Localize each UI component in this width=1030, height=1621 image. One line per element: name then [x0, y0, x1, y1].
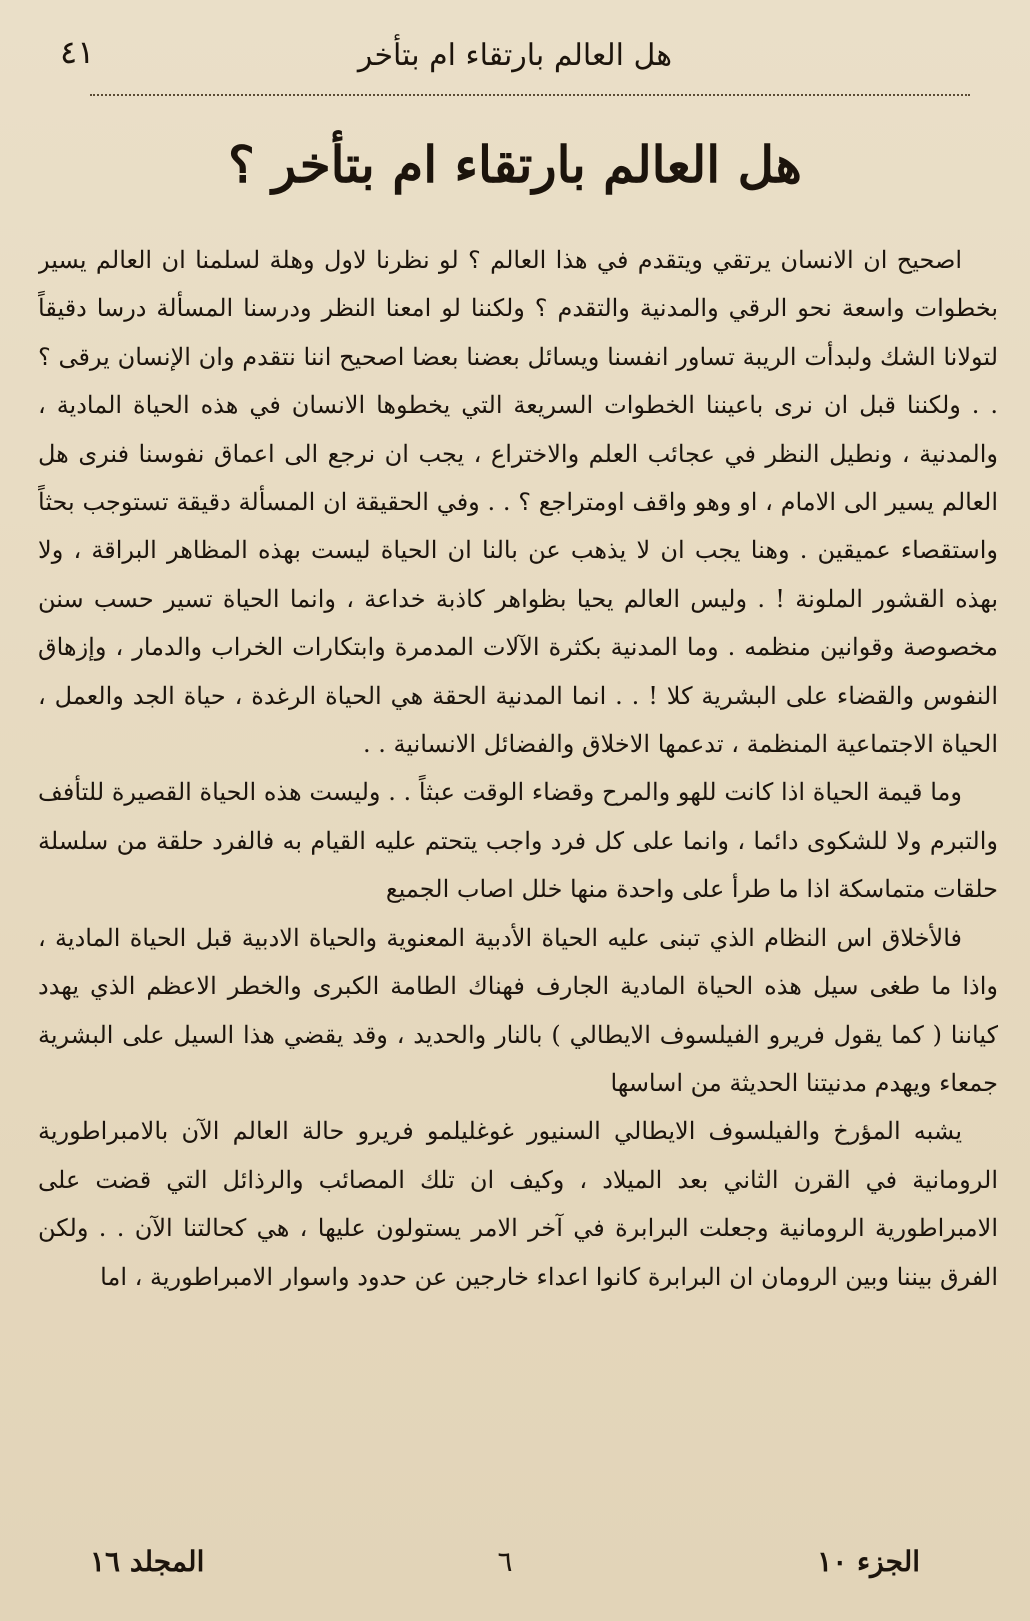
article-body	[38, 236, 998, 1536]
footer-page: ٦	[497, 1545, 513, 1578]
running-header	[40, 28, 990, 88]
paragraph: اصحيح ان الانسان يرتقي ويتقدم في هذا العالم ؟ لو نظرنا لاول وهلة لسلمنا ان العالم يسير بخطوات واسعة نحو الرقي والمدنية والتقدم ؟ ولكننا لو امعنا النظر ودرسنا المسألة درسا دقيقاً لتولانا الشك ولبدأت الريبة تساور انفسنا ويسائل بعضنا بعضا اصحيح اننا نتقدم وان الإنسان يرقى ؟ . . ولكننا قبل ان نرى باعيننا الخطوات السريعة التي يخطوها الانسان في هذه الحياة المادية ، والمدنية ، ونطيل النظر في عجائب العلم والاختراع ، يجب ان نرجع الى اعماق نفوسنا فنرى هل العالم يسير الى الامام ، او وهو واقف اومتراجع ؟ . . وفي الحقيقة ان المسألة دقيقة تستوجب بحثاً واستقصاء عميقين . وهنا يجب ان لا يذهب عن بالنا ان الحياة ليست بهذه المظاهر البراقة ، ولا بهذه القشور الملونة ! . وليس العالم يحيا بظواهر كاذبة خداعة ، وانما الحياة تسير حسب سنن مخصوصة وقوانين منظمه . وما المدنية بكثرة الآلات المدمرة وابتكارات الخراب والدمار ، وإزهاق النفوس والقضاء على البشرية كلا ! . . انما المدنية الحقة هي الحياة الرغدة ، حياة الجد والعمل ، الحياة الاجتماعية المنظمة ، تدعمها الاخلاق والفضائل الانسانية . .	[38, 246, 998, 759]
footer-part: الجزء ١٠	[817, 1545, 920, 1578]
running-header-title: هل العالم بارتقاء ام بتأخر	[357, 38, 673, 73]
article-title: هل العالم بارتقاء ام بتأخر ؟	[228, 135, 802, 194]
footer-volume: المجلد ١٦	[90, 1545, 205, 1578]
page-footer	[90, 1540, 920, 1590]
paragraph: وما قيمة الحياة اذا كانت للهو والمرح وقضاء الوقت عبثاً . . وليست هذه الحياة القصيرة للتأفف والتبرم ولا للشكوى دائما ، وانما على كل فرد واجب يتحتم عليه القيام به فالفرد حلقة من سلسلة حلقات متماسكة اذا ما طرأ على واحدة منها خلل اصاب الجميع	[38, 778, 998, 904]
paragraph: يشبه المؤرخ والفيلسوف الايطالي السنيور غوغليلمو فريرو حالة العالم الآن بالامبراطورية الرومانية في القرن الثاني بعد الميلاد ، وكيف ان تلك المصائب والرذائل التي قضت على الامبراطورية الرومانية وجعلت البرابرة في آخر الامر يستولون عليها ، هي كحالتنا الآن . . ولكن الفرق بيننا وبين الرومان ان البرابرة كانوا اعداء خارجين عن حدود واسوار الامبراطورية ، اما	[38, 1117, 998, 1291]
paragraph: فالأخلاق اس النظام الذي تبنى عليه الحياة الأدبية المعنوية والحياة الادبية قبل الحياة المادية ، واذا ما طغى سيل هذه الحياة المادية الجارف فهناك الطامة الكبرى والخطر الاعظم الذي يهدد كياننا ( كما يقول فريرو الفيلسوف الايطالي ) بالنار والحديد ، وقد يقضي هذا السيل على البشرية جمعاء ويهدم مدنيتنا الحديثة من اساسها	[38, 923, 998, 1097]
page-number: ٤١	[60, 33, 95, 71]
header-divider	[90, 94, 970, 96]
